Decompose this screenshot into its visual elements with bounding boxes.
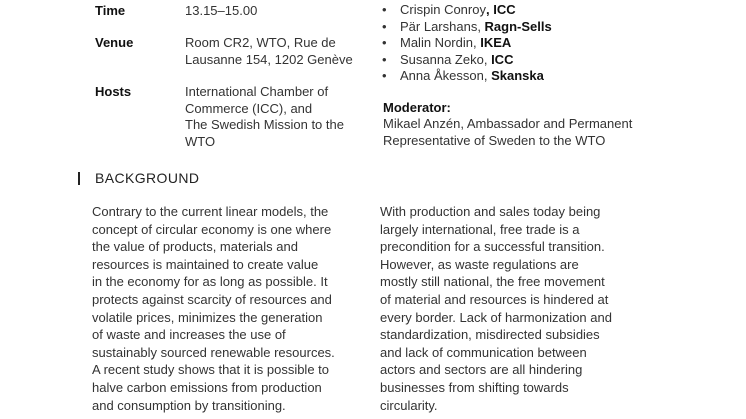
moderator-label: Moderator: — [383, 100, 451, 115]
time-value — [185, 3, 257, 20]
paragraph-line: concept of circular economy is one where — [92, 221, 332, 237]
speaker-item — [382, 35, 552, 52]
paragraph-line: A recent study shows that it is possible to — [92, 362, 330, 378]
hosts-line: Commerce (ICC), and — [185, 100, 313, 116]
moderator-line: Mikael Anzén, Ambassador and Permanent — [383, 116, 633, 131]
venue-line: Lausanne 154, 1202 Genève — [185, 51, 353, 67]
hosts-label: Hosts — [95, 84, 132, 99]
speaker-name: Crispin Conroy — [400, 2, 486, 17]
time-label: Time — [95, 3, 126, 18]
speaker-org: Ragn-Sells — [484, 18, 552, 34]
paragraph-line: businesses from shifting towards — [380, 379, 569, 395]
paragraph-line: the value of products, materials and — [92, 239, 298, 255]
section-marker — [78, 172, 80, 185]
paragraph-line: largely international, free trade is a — [380, 221, 580, 237]
speaker-name: Anna Åkesson, — [400, 68, 492, 83]
paragraph-line: actors and sectors are all hindering — [380, 362, 583, 378]
bullet-icon: • — [382, 51, 387, 67]
hosts-line: WTO — [185, 133, 216, 149]
speaker-item — [382, 2, 552, 19]
time-value-line: 13.15–15.00 — [185, 3, 258, 18]
paragraph-line: With production and sales today being — [380, 204, 601, 219]
paragraph-line: precondition for a successful transition. — [380, 239, 605, 255]
speaker-org: Skanska — [491, 68, 544, 83]
paragraph-line: protects against scarcity of resources and — [92, 291, 332, 307]
speaker-org: ICC — [491, 51, 514, 67]
paragraph-line: of material and resources is hindered at — [380, 291, 609, 307]
paragraph-line: resources is maintained to create value — [92, 256, 319, 272]
moderator-text — [383, 116, 632, 149]
paragraph-line: Contrary to the current linear models, the — [92, 204, 329, 219]
hosts-line: The Swedish Mission to the — [185, 117, 344, 132]
paragraph-line: standardization, misdirected subsidies — [380, 327, 600, 343]
paragraph-line: and consumption by transitioning. — [92, 397, 286, 413]
bullet-icon: • — [382, 2, 387, 17]
venue-label: Venue — [95, 35, 134, 50]
speaker-name: Pär Larshans, — [400, 18, 485, 34]
speaker-item — [382, 68, 552, 85]
paragraph-line: and lack of communication between — [380, 344, 587, 360]
paragraph-line: sustainably sourced renewable resources. — [92, 344, 335, 360]
background-column-left — [92, 203, 335, 414]
venue-value — [185, 35, 353, 68]
bullet-icon: • — [382, 35, 387, 50]
paragraph-line: However, as waste regulations are — [380, 256, 579, 272]
bullet-icon: • — [382, 68, 387, 83]
speaker-name: Malin Nordin, — [400, 35, 481, 50]
paragraph-line: every border. Lack of harmonization and — [380, 309, 612, 325]
paragraph-line: of waste and increases the use of — [92, 327, 286, 343]
paragraph-line: circularity. — [380, 397, 438, 413]
paragraph-line: in the economy for as long as possible. It — [92, 274, 328, 290]
speaker-org: IKEA — [480, 35, 512, 50]
moderator-line: Representative of Sweden to the WTO — [383, 132, 606, 148]
hosts-value — [185, 84, 344, 150]
paragraph-line: mostly still national, the free movement — [380, 274, 605, 290]
bullet-icon: • — [382, 18, 387, 34]
speaker-item — [382, 19, 552, 36]
paragraph-line: volatile prices, minimizes the generation — [92, 309, 323, 325]
paragraph-line: halve carbon emissions from production — [92, 379, 322, 395]
speaker-item — [382, 52, 552, 69]
speaker-name: Susanna Zeko, — [400, 51, 492, 67]
speaker-list — [382, 2, 552, 85]
section-title: BACKGROUND — [95, 170, 200, 186]
hosts-line: International Chamber of — [185, 84, 329, 99]
venue-line: Room CR2, WTO, Rue de — [185, 35, 336, 50]
speaker-org: , ICC — [485, 2, 516, 17]
background-column-right — [380, 203, 612, 414]
